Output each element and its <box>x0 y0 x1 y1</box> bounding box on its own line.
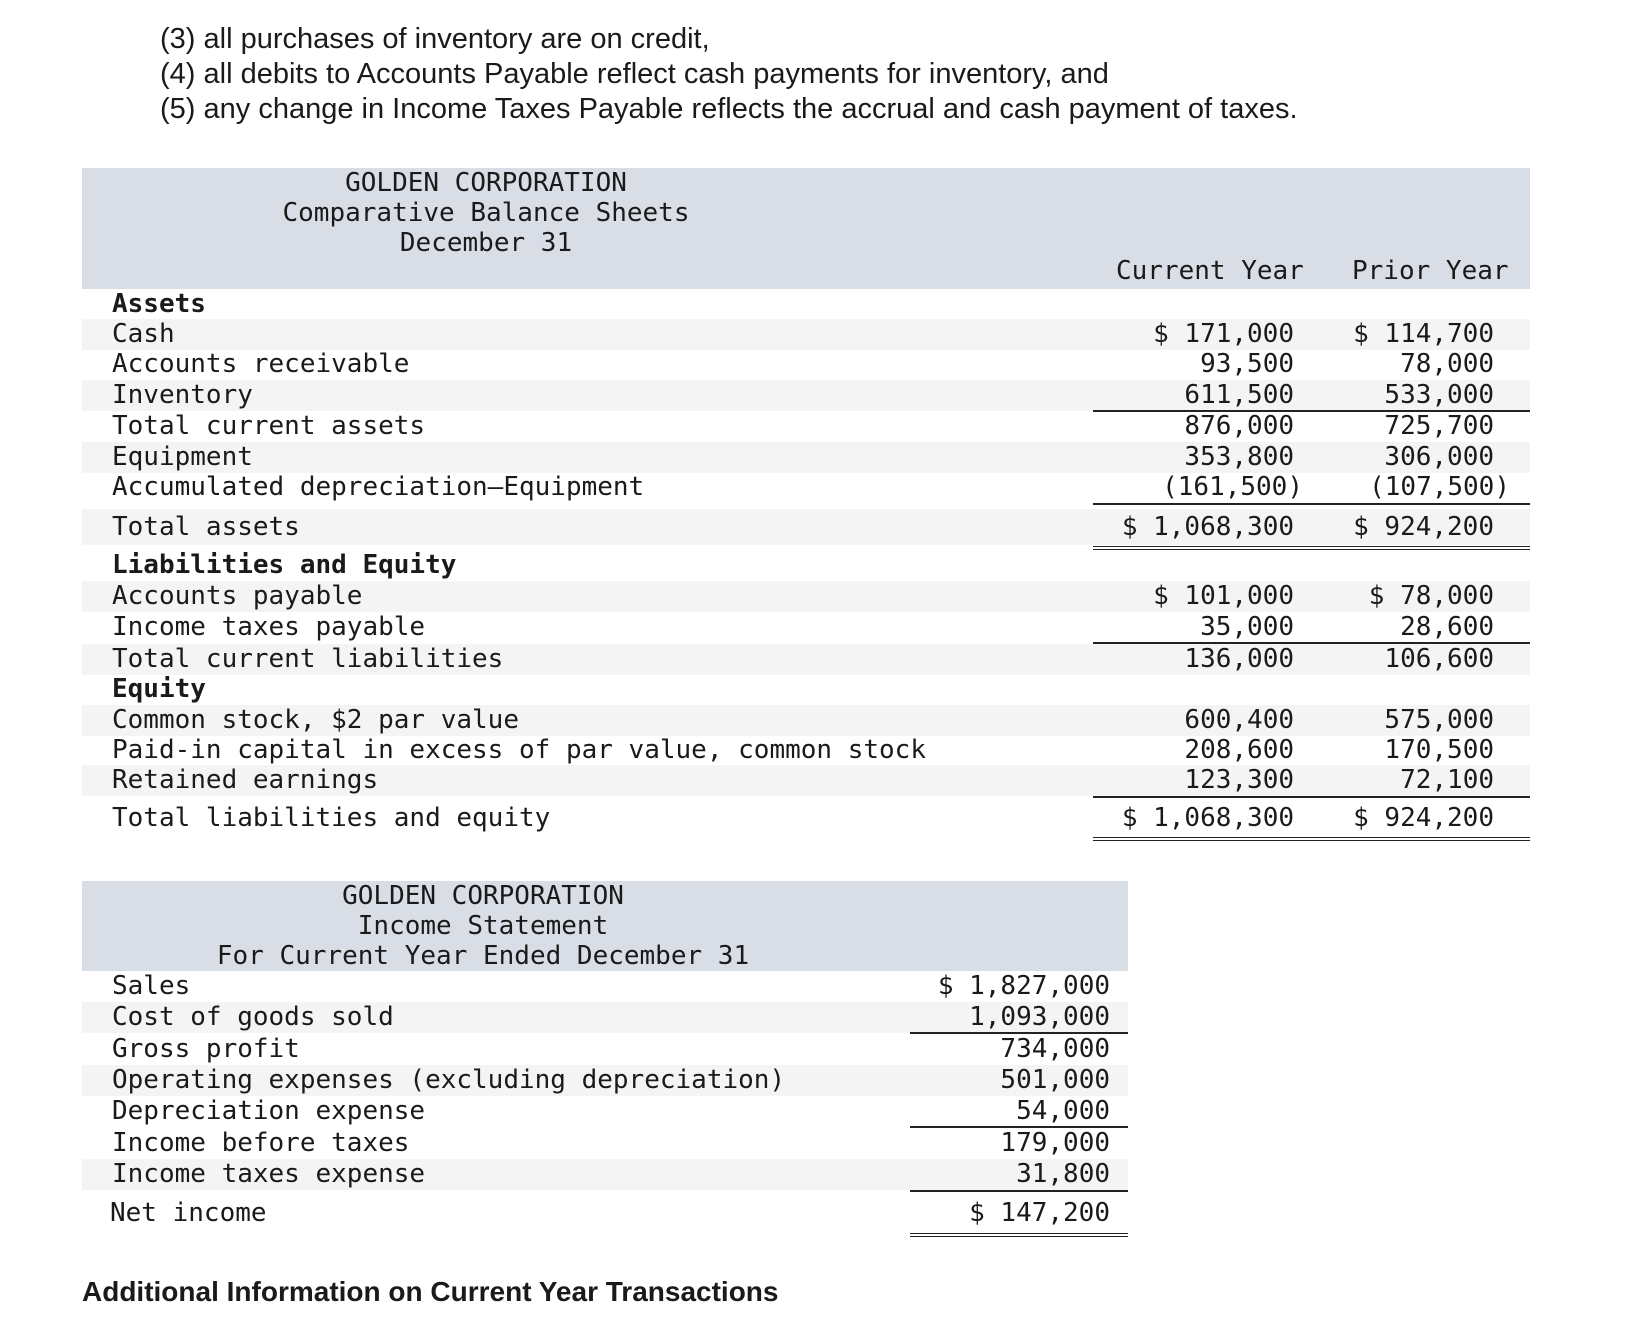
row-label: Inventory <box>112 380 253 410</box>
table-row <box>82 971 1128 1002</box>
balance-sheet-title: Comparative Balance Sheets <box>282 198 690 228</box>
balance-sheet-header <box>82 168 1530 289</box>
row-label: Income taxes payable <box>112 612 426 642</box>
row-label: Gross profit <box>112 1034 300 1064</box>
value-prior: 306,000 <box>1384 442 1494 472</box>
intro-line-5: (5) any change in Income Taxes Payable reflects the accrual and cash payment of taxes. <box>160 93 1298 125</box>
value-prior: $ 924,200 <box>1353 512 1494 542</box>
table-row <box>82 735 1530 766</box>
value-current: 600,400 <box>1184 705 1294 735</box>
balance-sheet-company: GOLDEN CORPORATION <box>345 168 627 198</box>
value: 734,000 <box>1000 1034 1110 1064</box>
table-row <box>82 705 1530 736</box>
value-prior: $ 78,000 <box>1368 581 1494 611</box>
value-prior: 72,100 <box>1400 765 1494 795</box>
table-row <box>82 509 1530 545</box>
row-label: Common stock, $2 par value <box>112 705 519 735</box>
row-label: Net income <box>110 1198 267 1228</box>
income-statement-period: For Current Year Ended December 31 <box>216 941 750 971</box>
table-row <box>82 1002 1128 1033</box>
table-row <box>82 1034 1128 1065</box>
row-label: Equipment <box>112 442 253 472</box>
table-row <box>82 349 1530 380</box>
value-current: 93,500 <box>1200 349 1294 379</box>
value-prior: $ 114,700 <box>1353 319 1494 349</box>
table-row <box>82 550 1530 581</box>
section-heading-liabilities-equity: Liabilities and Equity <box>112 550 457 580</box>
value-current: 35,000 <box>1200 612 1294 642</box>
value-current: $ 101,000 <box>1153 581 1294 611</box>
value-prior: 28,600 <box>1400 612 1494 642</box>
row-label: Total liabilities and equity <box>112 803 551 833</box>
row-label: Income taxes expense <box>112 1159 426 1189</box>
table-row <box>82 581 1530 612</box>
row-label: Total current liabilities <box>112 644 504 674</box>
value-current: 208,600 <box>1184 735 1294 765</box>
total-double-rule <box>910 1233 1128 1237</box>
row-label: Income before taxes <box>112 1128 410 1158</box>
balance-sheet-date: December 31 <box>399 228 573 258</box>
value: 31,800 <box>1016 1159 1110 1189</box>
value-current: (161,500) <box>1162 472 1303 502</box>
section-heading-equity: Equity <box>112 674 206 704</box>
table-row <box>82 674 1530 705</box>
row-label: Depreciation expense <box>112 1096 426 1126</box>
value-current: $ 1,068,300 <box>1121 803 1294 833</box>
row-label: Total assets <box>112 512 300 542</box>
value: 501,000 <box>1000 1065 1110 1095</box>
value-current: $ 171,000 <box>1153 319 1294 349</box>
row-label: Retained earnings <box>112 765 379 795</box>
table-row <box>82 1195 1128 1231</box>
table-row <box>82 319 1530 350</box>
table-row <box>82 644 1530 675</box>
col-header-current-year: Current Year <box>1116 256 1304 286</box>
value-prior: 725,700 <box>1384 411 1494 441</box>
table-row <box>82 289 1530 320</box>
table-row <box>82 612 1530 643</box>
table-row <box>82 800 1530 836</box>
income-statement-company: GOLDEN CORPORATION <box>342 881 624 911</box>
table-row <box>82 1096 1128 1127</box>
row-label: Total current assets <box>112 411 426 441</box>
intro-line-3: (3) all purchases of inventory are on credit, <box>160 23 710 55</box>
row-label: Accounts payable <box>112 581 363 611</box>
value-prior: 78,000 <box>1400 349 1494 379</box>
table-row <box>82 411 1530 442</box>
table-row <box>82 380 1530 411</box>
row-label: Cash <box>112 319 175 349</box>
value-prior: 575,000 <box>1384 705 1494 735</box>
subtotal-rule <box>910 1190 1128 1192</box>
row-label: Accumulated depreciation—Equipment <box>112 472 645 502</box>
row-label: Paid-in capital in excess of par value, common stock <box>112 735 926 765</box>
intro-line-4: (4) all debits to Accounts Payable reflect cash payments for inventory, and <box>160 58 1109 90</box>
table-row <box>82 1159 1128 1190</box>
value-current: 136,000 <box>1184 644 1294 674</box>
value-current: 611,500 <box>1184 380 1294 410</box>
value-prior: (107,500) <box>1369 472 1510 502</box>
value: $ 147,200 <box>969 1198 1110 1228</box>
value-current: 353,800 <box>1184 442 1294 472</box>
value-prior: 533,000 <box>1384 380 1494 410</box>
value: 179,000 <box>1000 1128 1110 1158</box>
table-row <box>82 1128 1128 1159</box>
value-prior: 170,500 <box>1384 735 1494 765</box>
additional-info-heading: Additional Information on Current Year Transactions <box>82 1276 779 1307</box>
col-header-prior-year: Prior Year <box>1352 256 1509 286</box>
table-row <box>82 472 1530 503</box>
value: 54,000 <box>1016 1096 1110 1126</box>
row-label: Cost of goods sold <box>112 1002 394 1032</box>
total-double-rule <box>1093 837 1530 841</box>
value: 1,093,000 <box>969 1002 1110 1032</box>
income-statement-header <box>82 881 1128 971</box>
value: $ 1,827,000 <box>937 971 1110 1001</box>
table-row <box>82 442 1530 473</box>
table-row <box>82 765 1530 796</box>
value-current: $ 1,068,300 <box>1121 512 1294 542</box>
row-label: Sales <box>112 971 191 1001</box>
value-prior: $ 924,200 <box>1353 803 1494 833</box>
row-label: Operating expenses (excluding depreciation) <box>112 1065 786 1095</box>
income-statement-title: Income Statement <box>357 911 609 941</box>
section-heading-assets: Assets <box>112 289 206 319</box>
subtotal-rule <box>1093 503 1530 505</box>
table-row <box>82 1065 1128 1096</box>
value-prior: 106,600 <box>1384 644 1494 674</box>
value-current: 123,300 <box>1184 765 1294 795</box>
row-label: Accounts receivable <box>112 349 410 379</box>
subtotal-rule <box>1093 796 1530 798</box>
value-current: 876,000 <box>1184 411 1294 441</box>
